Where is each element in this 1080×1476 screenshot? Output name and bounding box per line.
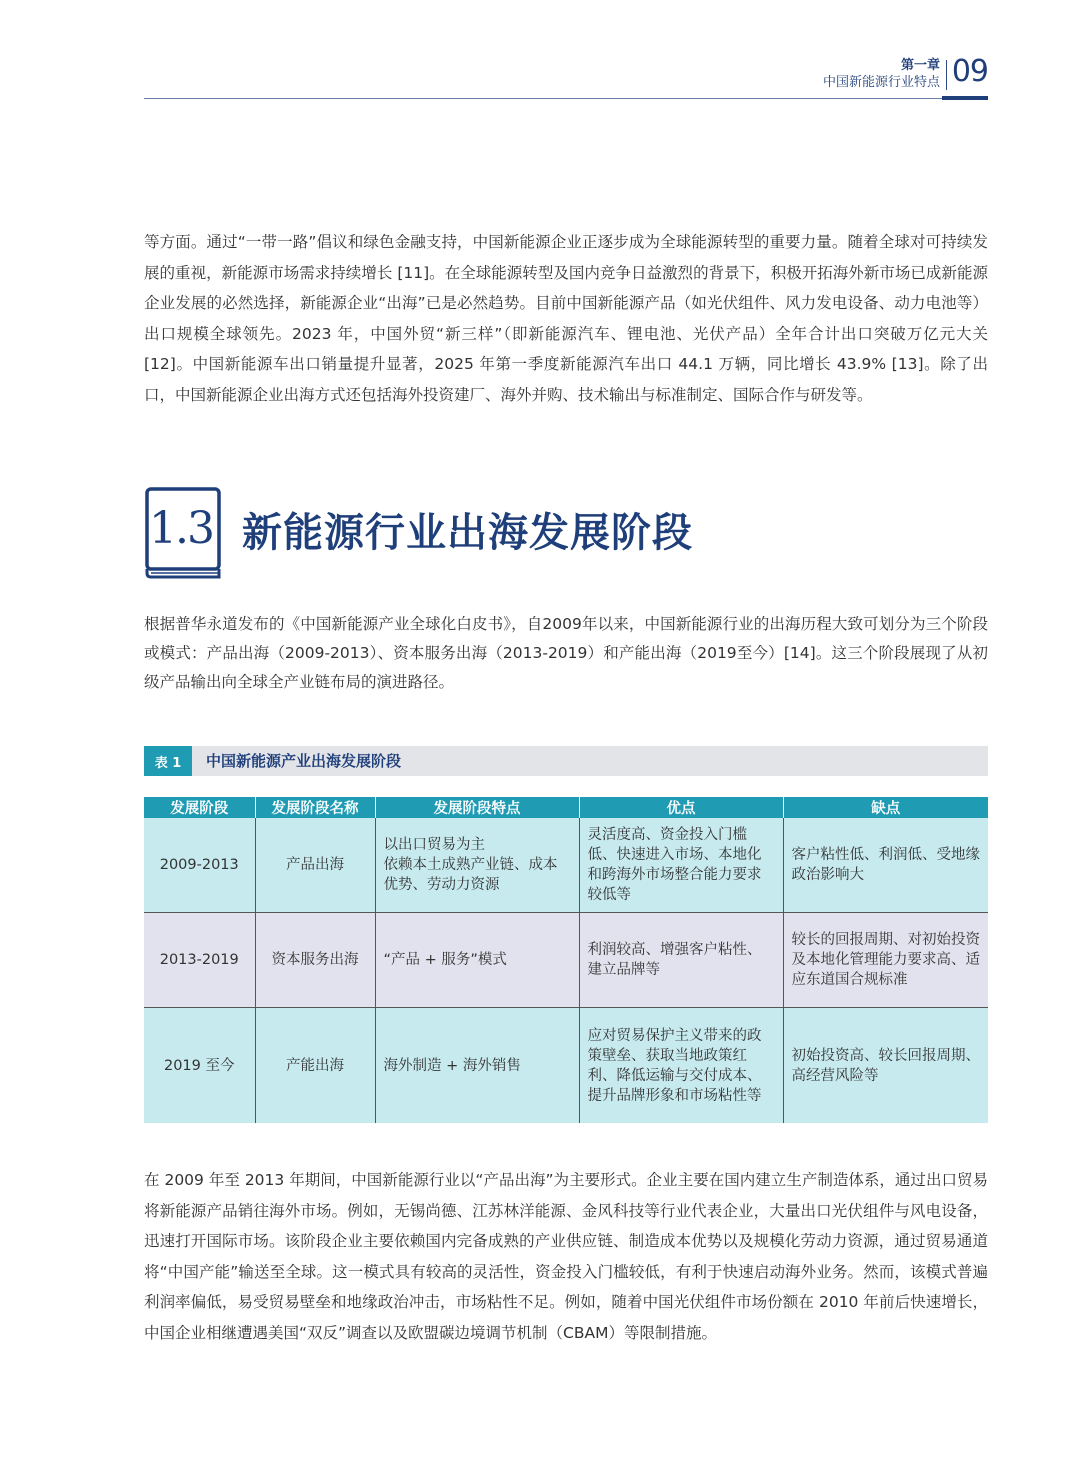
- body-paragraph-1: 等方面。通过“一带一路”倡议和绿色金融支持，中国新能源企业正逐步成为全球能源转型的重要力量。随着全球对可持续发展的重视，新能源市场需求持续增长 [11]。在全球能源转型及国内竞争日益激烈的背景下，积极开拓海外新市场已成新能源企业发展的必然选择，新能源企业“出海”已是必然趋势。目前中国新能源产品（如光伏组件、风力发电设备、动力电池等）出口规模全球领先。2023 年，中国外贸“新三样”（即新能源汽车、锂电池、光伏产品）全年合计出口突破万亿元大关 [12]。中国新能源车出口销量提升显著，2025 年第一季度新能源汽车出口 44.1 万辆，同比增长 43.9% [13]。除了出口，中国新能源企业出海方式还包括海外投资建厂、海外并购、技术输出与标准制定、国际合作与研发等。: [144, 233, 988, 404]
- cell-pros: 应对贸易保护主义带来的政策壁垒、获取当地政策红利、降低运输与交付成本、提升品牌形象和市场粘性等: [579, 1008, 783, 1124]
- feature-line: “产品 + 服务”模式: [383, 952, 507, 968]
- page-number: 09: [951, 54, 988, 89]
- cell-cons: 初始投资高、较长回报周期、高经营风险等: [783, 1008, 988, 1124]
- table-tag: 表 1: [144, 746, 192, 776]
- body-paragraph-2: 根据普华永道发布的《中国新能源产业全球化白皮书》，自2009年以来，中国新能源行业的出海历程大致可划分为三个阶段或模式：产品出海（2009-2013）、资本服务出海（2013-2019）和产能出海（2019至今）[14]。这三个阶段展现了从初级产品输出向全球全产业链布局的演进路径。: [144, 615, 988, 691]
- cell-features: [375, 818, 579, 913]
- column-header: 发展阶段特点: [375, 797, 579, 818]
- cell-features: [375, 1008, 579, 1124]
- feature-line: 依赖本土成熟产业链、成本优势、劳动力资源: [383, 857, 558, 893]
- section-title: 新能源行业出海发展阶段: [242, 510, 693, 556]
- page-header: [144, 50, 988, 102]
- column-header: 发展阶段名称: [255, 797, 375, 818]
- header-divider: [946, 60, 947, 90]
- cell-cons: 较长的回报周期、对初始投资及本地化管理能力要求高、适应东道国合规标准: [783, 913, 988, 1008]
- feature-line: 海外制造 + 海外销售: [383, 1057, 521, 1074]
- chapter-label: 第一章: [900, 58, 940, 73]
- table-header-row: [144, 797, 988, 818]
- chapter-subtitle: 中国新能源行业特点: [822, 75, 940, 90]
- feature-line: 以出口贸易为主: [383, 837, 485, 853]
- cell-pros: 灵活度高、资金投入门槛低、快速进入市场、本地化和跨海外市场整合能力要求较低等: [579, 818, 783, 913]
- cell-period: 2009-2013: [144, 818, 255, 913]
- table-title-bar: [144, 746, 988, 776]
- cell-cons: 客户粘性低、利润低、受地缘政治影响大: [783, 818, 988, 913]
- header-rule: [144, 98, 988, 99]
- table-row: [144, 913, 988, 1008]
- column-header: 缺点: [783, 797, 988, 818]
- stages-table: [144, 797, 988, 1123]
- cell-period: 2019 至今: [144, 1008, 255, 1124]
- header-text: [823, 58, 940, 92]
- table-row: [144, 1008, 988, 1124]
- cell-pros: 利润较高、增强客户粘性、建立品牌等: [579, 913, 783, 1008]
- column-header: 优点: [579, 797, 783, 818]
- cell-name: 产品出海: [255, 818, 375, 913]
- table-caption: 中国新能源产业出海发展阶段: [206, 752, 402, 770]
- header-accent-bar: [942, 96, 988, 100]
- cell-name: 资本服务出海: [255, 913, 375, 1008]
- cell-period: 2013-2019: [144, 913, 255, 1008]
- column-header: 发展阶段: [144, 797, 255, 818]
- body-paragraph-3: 在 2009 年至 2013 年期间，中国新能源行业以“产品出海”为主要形式。企业主要在国内建立生产制造体系，通过出口贸易将新能源产品销往海外市场。例如，无锡尚德、江苏林洋能源、金风科技等行业代表企业，大量出口光伏组件与风电设备，迅速打开国际市场。该阶段企业主要依赖国内完备成熟的产业供应链、制造成本优势以及规模化劳动力资源，通过贸易通道将“中国产能”输送至全球。这一模式具有较高的灵活性，资金投入门槛较低，有利于快速启动海外业务。然而，该模式普遍利润率偏低，易受贸易壁垒和地缘政治冲击，市场粘性不足。例如，随着中国光伏组件市场份额在 2010 年前后快速增长，中国企业相继遭遇美国“双反”调查以及欧盟碳边境调节机制（CBAM）等限制措施。: [144, 1171, 988, 1342]
- section-number-badge: [145, 487, 225, 579]
- table-row: [144, 818, 988, 913]
- cell-name: 产能出海: [255, 1008, 375, 1124]
- section-number: 1.3: [149, 502, 213, 554]
- cell-features: [375, 913, 579, 1008]
